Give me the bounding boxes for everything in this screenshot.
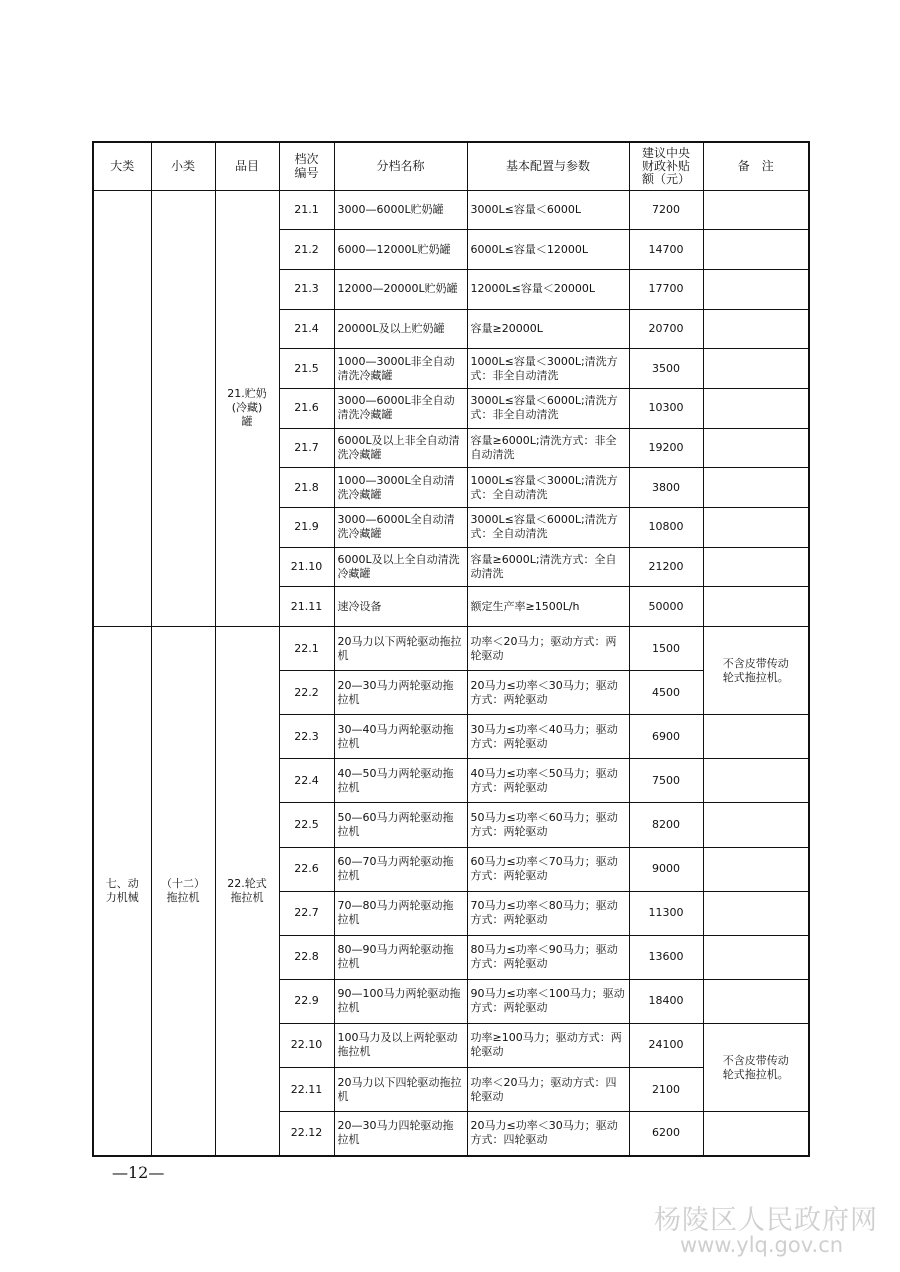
config-cell: 容量≥6000L;清洗方式：全自动清洗 (467, 547, 629, 587)
config-cell: 6000L≤容量＜12000L (467, 230, 629, 270)
subsidy-cell: 3800 (629, 468, 703, 508)
grade-name-cell: 90—100马力两轮驱动拖拉机 (334, 979, 467, 1023)
category-cell-group2: 七、动 力机械 (93, 627, 151, 1156)
config-cell: 70马力≤功率＜80马力；驱动方式：两轮驱动 (467, 891, 629, 935)
subsidy-cell: 9000 (629, 847, 703, 891)
config-cell: 功率≥100马力；驱动方式：两轮驱动 (467, 1023, 629, 1067)
code-cell: 21.9 (279, 508, 334, 548)
grade-name-cell: 80—90马力两轮驱动拖拉机 (334, 935, 467, 979)
page-number: —12— (112, 1163, 165, 1182)
subsidy-cell: 20700 (629, 309, 703, 349)
code-cell: 21.3 (279, 269, 334, 309)
config-cell: 60马力≤功率＜70马力；驱动方式：两轮驱动 (467, 847, 629, 891)
grade-name-cell: 60—70马力两轮驱动拖拉机 (334, 847, 467, 891)
remarks-cell (703, 428, 809, 468)
remarks-cell (703, 715, 809, 759)
code-cell: 21.4 (279, 309, 334, 349)
code-cell: 22.5 (279, 803, 334, 847)
code-cell: 21.1 (279, 190, 334, 230)
subsidy-cell: 2100 (629, 1068, 703, 1112)
subsidy-cell: 11300 (629, 891, 703, 935)
item-cell-group1: 21.贮奶 (冷藏) 罐 (215, 190, 279, 627)
code-cell: 21.8 (279, 468, 334, 508)
subsidy-cell: 1500 (629, 627, 703, 671)
remarks-cell: 不含皮带传动 轮式拖拉机。 (703, 1023, 809, 1111)
item-cell-group2: 22.轮式 拖拉机 (215, 627, 279, 1156)
config-cell: 3000L≤容量＜6000L (467, 190, 629, 230)
grade-name-cell: 1000—3000L全自动清洗冷藏罐 (334, 468, 467, 508)
remarks-cell (703, 269, 809, 309)
remarks-cell: 不含皮带传动 轮式拖拉机。 (703, 627, 809, 715)
grade-name-cell: 12000—20000L贮奶罐 (334, 269, 467, 309)
grade-name-cell: 1000—3000L非全自动清洗冷藏罐 (334, 349, 467, 389)
remarks-cell (703, 547, 809, 587)
code-cell: 22.6 (279, 847, 334, 891)
grade-name-cell: 3000—6000L非全自动清洗冷藏罐 (334, 388, 467, 428)
watermark-url: www.ylq.gov.cn (680, 1233, 844, 1257)
remarks-cell (703, 759, 809, 803)
subsidy-cell: 50000 (629, 587, 703, 627)
config-cell: 20马力≤功率＜30马力；驱动方式：两轮驱动 (467, 671, 629, 715)
grade-name-cell: 6000L及以上全自动清洗冷藏罐 (334, 547, 467, 587)
config-cell: 3000L≤容量＜6000L;清洗方式：非全自动清洗 (467, 388, 629, 428)
code-cell: 22.8 (279, 935, 334, 979)
remarks-cell (703, 891, 809, 935)
watermark-site-name: 杨陵区人民政府网 (654, 1205, 878, 1236)
config-cell: 30马力≤功率＜40马力；驱动方式：两轮驱动 (467, 715, 629, 759)
header-category: 大类 (93, 142, 151, 190)
header-remarks: 备 注 (703, 142, 809, 190)
subsidy-cell: 8200 (629, 803, 703, 847)
config-cell: 功率＜20马力；驱动方式：四轮驱动 (467, 1068, 629, 1112)
remarks-cell (703, 1112, 809, 1156)
subsidy-cell: 7200 (629, 190, 703, 230)
grade-name-cell: 20—30马力四轮驱动拖拉机 (334, 1112, 467, 1156)
config-cell: 1000L≤容量＜3000L;清洗方式：全自动清洗 (467, 468, 629, 508)
remarks-cell (703, 587, 809, 627)
code-cell: 21.11 (279, 587, 334, 627)
header-grade-name: 分档名称 (334, 142, 467, 190)
code-cell: 21.10 (279, 547, 334, 587)
remarks-cell (703, 349, 809, 389)
header-item: 品目 (215, 142, 279, 190)
config-cell: 容量≥20000L (467, 309, 629, 349)
config-cell: 20马力≤功率＜30马力；驱动方式：四轮驱动 (467, 1112, 629, 1156)
subsidy-cell: 17700 (629, 269, 703, 309)
code-cell: 21.2 (279, 230, 334, 270)
grade-name-cell: 50—60马力两轮驱动拖拉机 (334, 803, 467, 847)
grade-name-cell: 100马力及以上两轮驱动拖拉机 (334, 1023, 467, 1067)
code-cell: 22.7 (279, 891, 334, 935)
subsidy-cell: 10300 (629, 388, 703, 428)
table-row (93, 627, 809, 671)
header-code: 档次 编号 (279, 142, 334, 190)
grade-name-cell: 20—30马力两轮驱动拖拉机 (334, 671, 467, 715)
subsidy-cell: 21200 (629, 547, 703, 587)
remarks-cell (703, 190, 809, 230)
config-cell: 额定生产率≥1500L/h (467, 587, 629, 627)
code-cell: 22.2 (279, 671, 334, 715)
config-cell: 1000L≤容量＜3000L;清洗方式：非全自动清洗 (467, 349, 629, 389)
subsidy-cell: 24100 (629, 1023, 703, 1067)
subsidy-cell: 6900 (629, 715, 703, 759)
code-cell: 21.5 (279, 349, 334, 389)
config-cell: 80马力≤功率＜90马力；驱动方式：两轮驱动 (467, 935, 629, 979)
grade-name-cell: 70—80马力两轮驱动拖拉机 (334, 891, 467, 935)
header-config: 基本配置与参数 (467, 142, 629, 190)
grade-name-cell: 6000L及以上非全自动清洗冷藏罐 (334, 428, 467, 468)
subsidy-cell: 19200 (629, 428, 703, 468)
config-cell: 容量≥6000L;清洗方式：非全自动清洗 (467, 428, 629, 468)
remarks-cell (703, 508, 809, 548)
subsidy-cell: 7500 (629, 759, 703, 803)
subsidy-cell: 10800 (629, 508, 703, 548)
code-cell: 22.12 (279, 1112, 334, 1156)
remarks-cell (703, 388, 809, 428)
remarks-cell (703, 847, 809, 891)
grade-name-cell: 3000—6000L全自动清洗冷藏罐 (334, 508, 467, 548)
grade-name-cell: 40—50马力两轮驱动拖拉机 (334, 759, 467, 803)
config-cell: 12000L≤容量＜20000L (467, 269, 629, 309)
subsidy-cell: 18400 (629, 979, 703, 1023)
grade-name-cell: 20000L及以上贮奶罐 (334, 309, 467, 349)
remarks-cell (703, 979, 809, 1023)
remarks-cell (703, 468, 809, 508)
subsidy-cell: 6200 (629, 1112, 703, 1156)
remarks-cell (703, 230, 809, 270)
header-subcategory: 小类 (151, 142, 215, 190)
code-cell: 22.3 (279, 715, 334, 759)
config-cell: 50马力≤功率＜60马力；驱动方式：两轮驱动 (467, 803, 629, 847)
subsidy-cell: 14700 (629, 230, 703, 270)
code-cell: 22.10 (279, 1023, 334, 1067)
subsidy-cell: 4500 (629, 671, 703, 715)
subsidy-cell: 3500 (629, 349, 703, 389)
code-cell: 21.7 (279, 428, 334, 468)
remarks-cell (703, 309, 809, 349)
grade-name-cell: 6000—12000L贮奶罐 (334, 230, 467, 270)
subcategory-cell-group1 (151, 190, 215, 627)
grade-name-cell: 30—40马力两轮驱动拖拉机 (334, 715, 467, 759)
config-cell: 40马力≤功率＜50马力；驱动方式：两轮驱动 (467, 759, 629, 803)
code-cell: 22.11 (279, 1068, 334, 1112)
subsidy-table (92, 141, 810, 1157)
grade-name-cell: 3000—6000L贮奶罐 (334, 190, 467, 230)
config-cell: 功率＜20马力；驱动方式：两轮驱动 (467, 627, 629, 671)
header-row (93, 142, 809, 190)
subcategory-cell-group2: （十二） 拖拉机 (151, 627, 215, 1156)
subsidy-cell: 13600 (629, 935, 703, 979)
remarks-cell (703, 803, 809, 847)
code-cell: 21.6 (279, 388, 334, 428)
code-cell: 22.9 (279, 979, 334, 1023)
grade-name-cell: 速冷设备 (334, 587, 467, 627)
config-cell: 90马力≤功率＜100马力；驱动方式：两轮驱动 (467, 979, 629, 1023)
category-cell-group1 (93, 190, 151, 627)
header-subsidy: 建议中央 财政补贴 额（元） (629, 142, 703, 190)
grade-name-cell: 20马力以下两轮驱动拖拉机 (334, 627, 467, 671)
code-cell: 22.1 (279, 627, 334, 671)
table-row (93, 190, 809, 230)
config-cell: 3000L≤容量＜6000L;清洗方式：全自动清洗 (467, 508, 629, 548)
code-cell: 22.4 (279, 759, 334, 803)
remarks-cell (703, 935, 809, 979)
grade-name-cell: 20马力以下四轮驱动拖拉机 (334, 1068, 467, 1112)
